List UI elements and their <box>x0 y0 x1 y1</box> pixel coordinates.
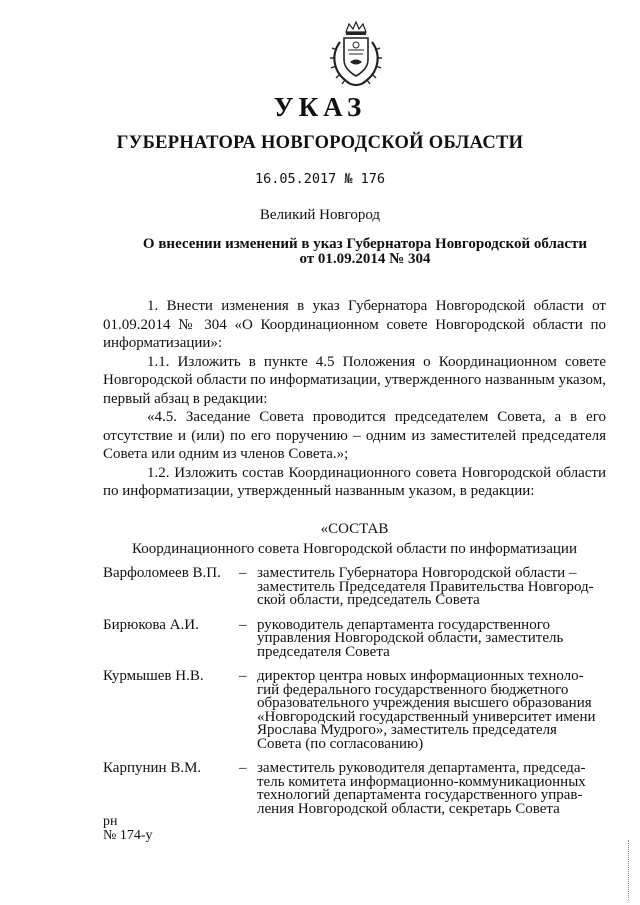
member-dash: – <box>239 616 247 633</box>
paragraph-1-1: 1.1. Изложить в пункте 4.5 Положения о Координационном совете Новгородской области по информатизации, утвержденного названным указом, первый абзац в редакции: <box>103 353 606 407</box>
role-line: управления Новгородской области, заместитель <box>257 630 564 646</box>
member-row <box>103 616 613 660</box>
composition-heading <box>103 519 606 559</box>
role-line: гий федерального государственного бюджетного <box>257 681 569 698</box>
member-role <box>257 567 597 608</box>
member-role <box>257 762 597 816</box>
role-line: заместитель руководителя департамента, председа- <box>257 760 586 776</box>
subject-line: О внесении изменений в указ Губернатора Новгородской области <box>142 236 588 252</box>
role-line: руководитель департамента государственного <box>257 616 550 633</box>
role-line: Совета (по согласованию) <box>257 735 424 752</box>
role-line: ления Новгородской области, секретарь Совета <box>257 800 560 817</box>
subject-line: от 01.09.2014 № 304 <box>299 251 431 267</box>
member-dash: – <box>239 565 247 581</box>
issuer-heading: ГУБЕРНАТОРА НОВГОРОДСКОЙ ОБЛАСТИ <box>116 133 524 153</box>
member-row <box>103 567 613 608</box>
role-line: тель комитета информационно-коммуникационных <box>257 773 586 790</box>
member-row <box>103 670 613 751</box>
composition-subtitle: Координационного совета Новгородской области по информатизации <box>132 541 577 557</box>
role-line: заместитель Председателя Правительства Новгород- <box>257 578 594 595</box>
role-line: ской области, председатель Совета <box>257 592 480 608</box>
role-line: «Новгородский государственный университет имени <box>257 708 596 725</box>
paragraph-1-2: 1.2. Изложить состав Координационного совета Новгородской области по информатизации, утвержденный названным указом, в редакции: <box>103 464 606 499</box>
decree-body <box>103 297 606 501</box>
city-name: Великий Новгород <box>259 207 381 223</box>
member-name: Карпунин В.М. <box>103 760 202 776</box>
role-line: заместитель Губернатора Новгородской области – <box>257 565 577 581</box>
member-role <box>257 670 597 751</box>
scan-edge-mark <box>628 840 631 900</box>
member-dash: – <box>239 668 247 684</box>
members-list <box>103 567 613 827</box>
member-role <box>257 616 597 660</box>
member-dash: – <box>239 760 247 776</box>
date-and-number: 16.05.2017 № 176 <box>254 171 386 187</box>
registration-mark-line: № 174-у <box>103 828 153 843</box>
member-row <box>103 762 613 816</box>
document-title: УКАЗ <box>273 92 367 122</box>
registration-mark <box>103 815 153 843</box>
composition-title: «СОСТАВ <box>320 521 389 537</box>
member-name: Бирюкова А.И. <box>103 616 199 633</box>
paragraph-quote-4-5: «4.5. Заседание Совета проводится председателем Совета, а в его отсутствие и (или) по его поручению – одним из заместителей председателя Совета или одним из членов Совета.»; <box>103 409 606 462</box>
role-line: председателя Совета <box>257 643 390 660</box>
member-name: Курмышев Н.В. <box>103 668 204 684</box>
role-line: образовательного учреждения высшего образования <box>257 695 592 711</box>
role-line: технологий департамента государственного управ- <box>257 787 583 803</box>
role-line: Ярослава Мудрого», заместитель председателя <box>257 722 557 738</box>
role-line: директор центра новых информационных техноло- <box>257 668 584 684</box>
registration-mark-line: рн <box>103 814 118 829</box>
member-name: Варфоломеев В.П. <box>103 565 221 581</box>
coat-of-arms-emblem <box>327 20 385 88</box>
decree-subject <box>100 237 630 267</box>
paragraph-1: 1. Внести изменения в указ Губернатора Новгородской области от 01.09.2014 № 304 «О Координационном совете Новгородской области по информатизации»: <box>103 298 606 351</box>
